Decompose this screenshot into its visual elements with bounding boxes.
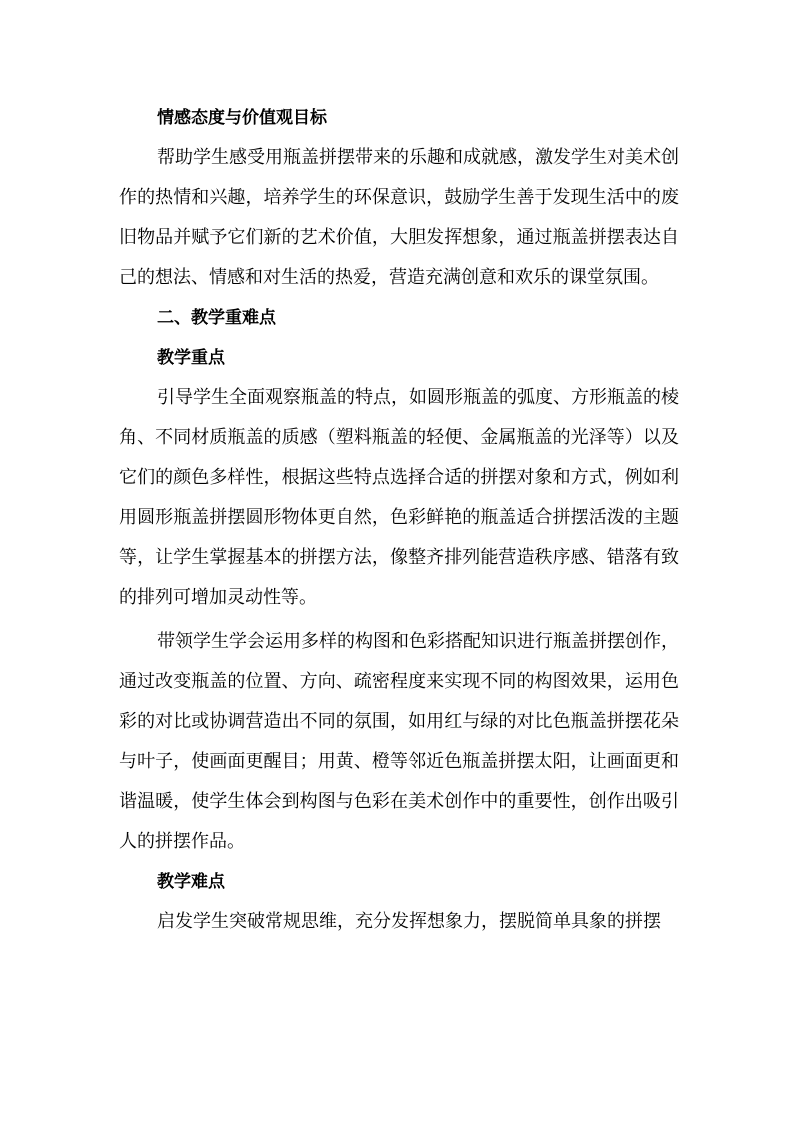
emotion-goal-paragraph: 帮助学生感受用瓶盖拼摆带来的乐趣和成就感，激发学生对美术创作的热情和兴趣，培养学生的环保意识，鼓励学生善于发现生活中的废旧物品并赋予它们新的艺术价值，大胆发挥想象，通过瓶盖拼摆表达自己的想法、情感和对生活的热爱，营造充满创意和欢乐的课堂氛围。: [119, 147, 679, 288]
teaching-difficulties-heading: 教学难点: [157, 872, 225, 892]
emotion-goal-heading: 情感态度与价值观目标: [157, 108, 327, 128]
document-body: [119, 98, 679, 942]
key-points-paragraph-1: 引导学生全面观察瓶盖的特点，如圆形瓶盖的弧度、方形瓶盖的棱角、不同材质瓶盖的质感（塑料瓶盖的轻便、金属瓶盖的光泽等）以及它们的颜色多样性，根据这些特点选择合适的拼摆对象和方式，例如利用圆形瓶盖拼摆圆形物体更自然，色彩鲜艳的瓶盖适合拼摆活泼的主题等，让学生掌握基本的拼摆方法，像整齐排列能营造秩序感、错落有致的排列可增加灵动性等。: [119, 387, 679, 608]
difficulties-paragraph: 启发学生突破常规思维，充分发挥想象力，摆脱简单具象的拼摆: [157, 911, 661, 932]
section-two-heading: 二、教学重难点: [157, 308, 276, 328]
key-points-paragraph-2: 带领学生学会运用多样的构图和色彩搭配知识进行瓶盖拼摆创作，通过改变瓶盖的位置、方向、疏密程度来实现不同的构图效果，运用色彩的对比或协调营造出不同的氛围，如用红与绿的对比色瓶盖拼摆花朵与叶子，使画面更醒目；用黄、橙等邻近色瓶盖拼摆太阳，让画面更和谐温暖，使学生体会到构图与色彩在美术创作中的重要性，创作出吸引人的拼摆作品。: [119, 631, 679, 852]
teaching-key-points-heading: 教学重点: [157, 348, 225, 368]
